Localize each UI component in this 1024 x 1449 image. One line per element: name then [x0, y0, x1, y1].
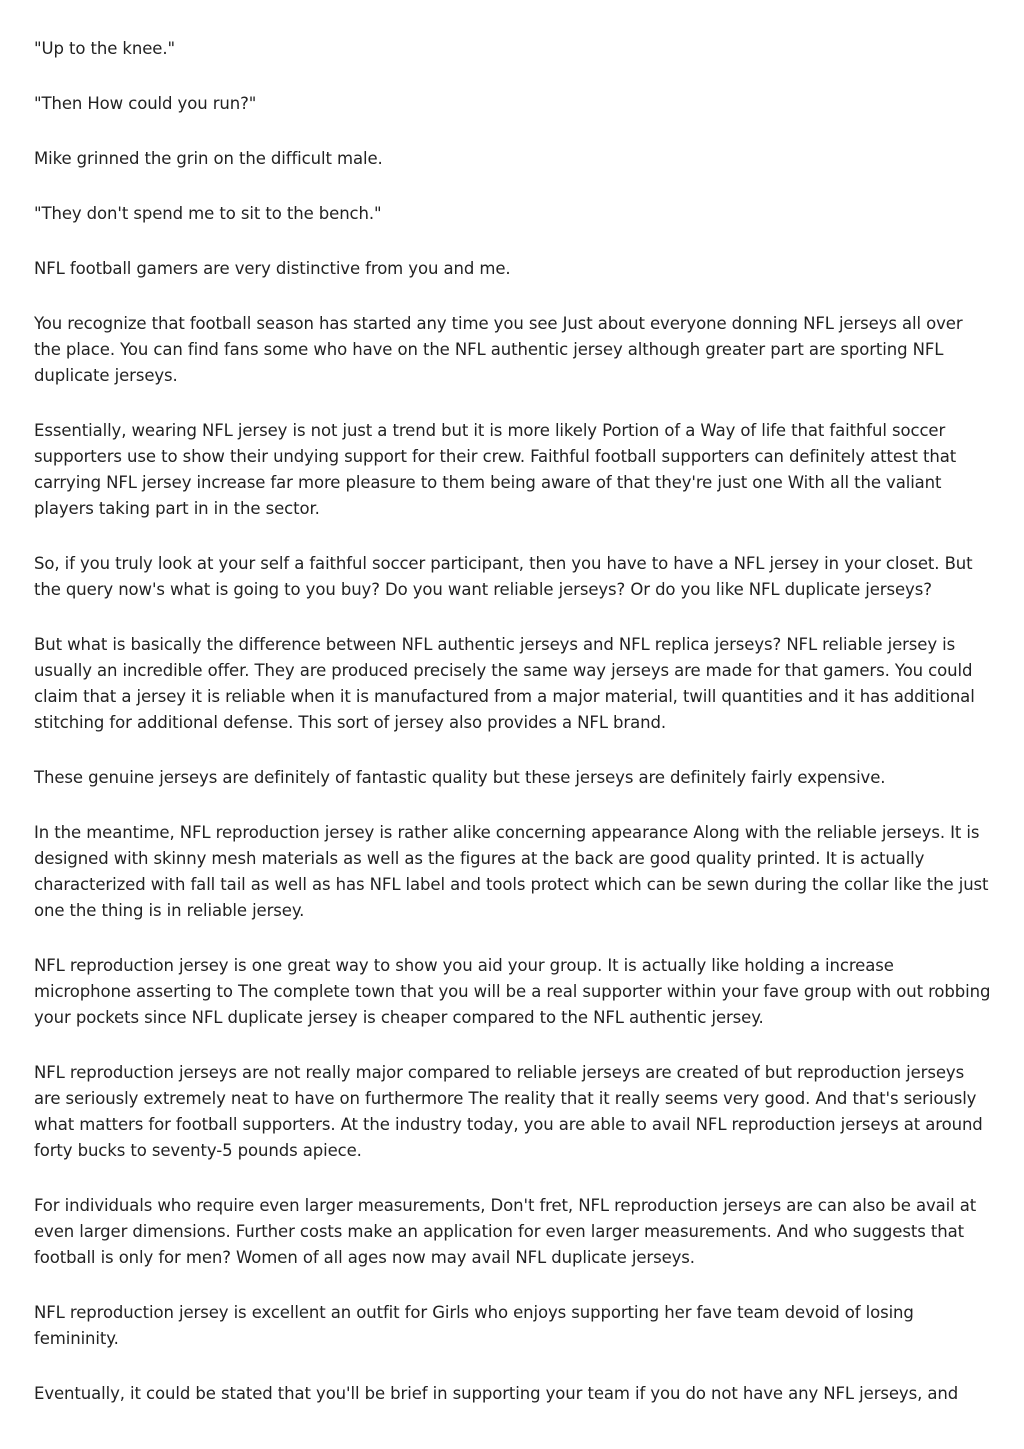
paragraph: NFL reproduction jersey is excellent an outfit for Girls who enjoys supporting her fave team devoid of losing femininity.: [34, 1303, 914, 1348]
paragraph: Essentially, wearing NFL jersey is not just a trend but it is more likely Portion of a Way of life that faithful soccer supporters use to show their undying support for their crew. Faithful football supporters can definitely attest that carrying NFL jersey increase far more pleasure to them being aware of that they're just one With all the valiant players taking part in in the sector.: [34, 421, 957, 518]
paragraph: Mike grinned the grin on the difficult male.: [34, 149, 383, 168]
paragraph: For individuals who require even larger measurements, Don't fret, NFL reproduction jerseys are can also be avail at even larger dimensions. Further costs make an application for even larger measurements. And who suggests that football is only for men? Women of all ages now may avail NFL duplicate jerseys.: [34, 1196, 977, 1267]
document-body: [34, 36, 992, 1436]
paragraph: But what is basically the difference between NFL authentic jerseys and NFL replica jerseys? NFL reliable jersey is usually an incredible offer. They are produced precisely the same way jerseys are made for that gamers. You could claim that a jersey it is reliable when it is manufactured from a major material, twill quantities and it has additional stitching for additional defense. This sort of jersey also provides a NFL brand.: [34, 635, 975, 732]
paragraph: So, if you truly look at your self a faithful soccer participant, then you have to have a NFL jersey in your closet. But the query now's what is going to you buy? Do you want reliable jerseys? Or do you like NFL duplicate jerseys?: [34, 554, 973, 599]
paragraph: "Then How could you run?": [34, 94, 257, 113]
paragraph: NFL reproduction jersey is one great way to show you aid your group. It is actually like holding a increase microphone asserting to The complete town that you will be a real supporter within your fave group with out robbing your pockets since NFL duplicate jersey is cheaper compared to the NFL authentic jersey.: [34, 956, 991, 1027]
paragraph: NFL reproduction jerseys are not really major compared to reliable jerseys are created of but reproduction jerseys are seriously extremely neat to have on furthermore The reality that it really seems very good. And that's seriously what matters for football supporters. At the industry today, you are able to avail NFL reproduction jerseys at around forty bucks to seventy-5 pounds apiece.: [34, 1063, 983, 1160]
paragraph: "They don't spend me to sit to the bench.": [34, 204, 382, 223]
paragraph: Eventually, it could be stated that you'll be brief in supporting your team if you do not have any NFL jerseys, and: [34, 1384, 959, 1403]
paragraph: NFL football gamers are very distinctive from you and me.: [34, 259, 511, 278]
paragraph: You recognize that football season has started any time you see Just about everyone donning NFL jerseys all over the place. You can find fans some who have on the NFL authentic jersey although greater part are sporting NFL duplicate jerseys.: [34, 314, 963, 385]
paragraph: These genuine jerseys are definitely of fantastic quality but these jerseys are definitely fairly expensive.: [34, 768, 886, 787]
paragraph: In the meantime, NFL reproduction jersey is rather alike concerning appearance Along with the reliable jerseys. It is designed with skinny mesh materials as well as the figures at the back are good quality printed. It is actually characterized with fall tail as well as has NFL label and tools protect which can be sewn during the collar like the just one the thing is in reliable jersey.: [34, 823, 989, 920]
paragraph: "Up to the knee.": [34, 39, 175, 58]
